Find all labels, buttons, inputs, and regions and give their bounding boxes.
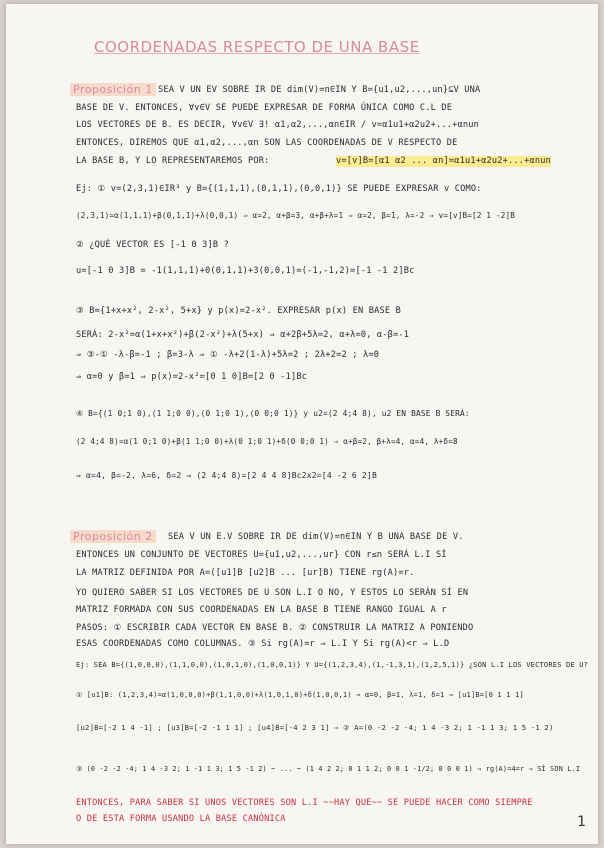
- conclusion-line-1: ENTONCES, PARA SABER SI UNOS VECTORES SON L.I ~~HAY QUE~~ SE PUEDE HACER COMO SIEMPRE: [76, 798, 533, 808]
- prop2-line-5: MATRIZ FORMADA CON SUS COORDENADAS EN LA BASE B TIENE RANGO IGUAL A r: [76, 605, 447, 615]
- prop2-line-11: ③ (0 -2 -2 -4; 1 4 -3 2; 1 -1 1 3; 1 5 -1 2) ~ ... ~ (1 4 2 2; 0 1 1 2; 0 0 1 -1/2; 0 0 0 1) ⇒ rg(A)=4=r ⇒ SÍ SON L.I: [76, 765, 581, 773]
- prop2-line-10: [u2]B=[-2 1 4 -1] ; [u3]B=[-2 -1 1 1] ; [u4]B=[-4 2 3 1] ⇒ ② A=(0 -2 -2 -4; 1 4 -3 2; 1 -1 1 3; 1 5 -1 2): [76, 723, 554, 732]
- page-number: 1: [577, 814, 586, 830]
- prop2-line-4: YO QUIERO SABER SI LOS VECTORES DE U SON L.I O NO, Y ESTOS LO SERÁN SÍ EN: [76, 588, 469, 598]
- prop1-line-1: SEA V UN EV SOBRE IR DE dim(V)=n∈IN Y B={u1,u2,...,un}⊆V UNA: [158, 85, 481, 95]
- prop2-line-2: ENTONCES UN CONJUNTO DE VECTORES U={u1,u2,...,ur} CON r≤n SERÁ L.I SÍ: [76, 550, 447, 560]
- prop1-line-4: ENTONCES, DIREMOS QUE α1,α2,...,αn SON LAS COORDENADAS DE V RESPECTO DE: [76, 138, 458, 148]
- proposition-2-label: Proposición 2: [70, 530, 156, 543]
- example-line-6: SERÁ: 2-x²=α(1+x+x²)+β(2-x²)+λ(5+x) ⇒ α+2β+5λ=2, α+λ=0, α-β=-1: [76, 330, 410, 340]
- prop2-line-7: ESAS COORDENADAS COMO COLUMNAS. ③ Si rg(A)=r ⇒ L.I Y Si rg(A)<r ⇒ L.D: [76, 639, 450, 649]
- prop1-line-5: LA BASE B, Y LO REPRESENTAREMOS POR:: [76, 156, 270, 166]
- prop2-line-9: ① [u1]B: (1,2,3,4)=α(1,0,0,0)+β(1,1,0,0)+λ(1,0,1,0)+δ(1,0,0,1) ⇒ α=0, β=1, λ=1, δ=1 ⇒ [u1]B=[0 1 1 1]: [76, 691, 524, 699]
- coordinates-formula: v=[v]B=[α1 α2 ... αn]=α1u1+α2u2+...+αnun: [336, 156, 551, 166]
- example-line-11: ⇒ α=4, β=-2, λ=6, δ=2 ⇒ (2 4;4 8)=[2 4 4 8]Bc2x2=[4 -2 6 2]B: [76, 471, 377, 480]
- example-line-2: (2,3,1)=α(1,1,1)+β(0,1,1)+λ(0,0,1) ⇒ α=2, α+β=3, α+β+λ=1 ⇒ α=2, β=1, λ=-2 ⇒ v=[v]B=[2 1 -2]B: [76, 211, 516, 220]
- example-line-4: u=[-1 0 3]B = -1(1,1,1)+0(0,1,1)+3(0,0,1)=(-1,-1,2)=[-1 -1 2]Bc: [76, 266, 415, 276]
- conclusion-line-2: O DE ESTA FORMA USANDO LA BASE CANÓNICA: [76, 814, 286, 824]
- prop2-line-1: SEA V UN E.V SOBRE IR DE dim(V)=n∈IN Y B UNA BASE DE V.: [168, 532, 464, 542]
- example-line-5: ③ B={1+x+x², 2-x², 5+x} y p(x)=2-x². EXPRESAR p(x) EN BASE B: [76, 306, 401, 316]
- example-line-9: ④ B={(1 0;1 0),(1 1;0 0),(0 1;0 1),(0 0;0 1)} y u2=(2 4;4 8), u2 EN BASE B SERÁ:: [76, 409, 470, 418]
- proposition-1-label: Proposición 1: [70, 83, 156, 96]
- prop2-line-8: Ej: SEA B={(1,0,0,0),(1,1,0,0),(1,0,1,0),(1,0,0,1)} Y U={(1,2,3,4),(1,-1,3,1),(1,2,5,1)} ¿SON L.I LOS VECTORES DE U?: [76, 661, 589, 669]
- prop1-line-2: BASE DE V. ENTONCES, ∀v∈V SE PUEDE EXPRESAR DE FORMA ÚNICA COMO C.L DE: [76, 103, 453, 113]
- example-line-8: ⇒ α=0 y β=1 ⇒ p(x)=2-x²=[0 1 0]B=[2 0 -1]Bc: [76, 372, 308, 382]
- prop1-line-3: LOS VECTORES DE B. ES DECIR, ∀v∈V ∃! α1,α2,...,αn∈IR / v=α1u1+α2u2+...+αnun: [76, 120, 480, 130]
- example-line-3: ② ¿QUÉ VECTOR ES [-1 0 3]B ?: [76, 240, 229, 250]
- prop2-line-3: LA MATRIZ DEFINIDA POR A=([u1]B [u2]B ... [ur]B) TIENE rg(A)=r.: [76, 568, 415, 578]
- notebook-page: [6, 4, 598, 844]
- example-line-1: Ej: ① v=(2,3,1)∈IR³ y B={(1,1,1),(0,1,1),(0,0,1)} SE PUEDE EXPRESAR v COMO:: [76, 184, 482, 194]
- prop2-line-6: PASOS: ① ESCRIBIR CADA VECTOR EN BASE B. ② CONSTRUIR LA MATRIZ A PONIENDO: [76, 623, 474, 633]
- example-line-7: ⇒ ③-① -λ-β=-1 ; β=3-λ ⇒ ① -λ+2(1-λ)+5λ=2 ; 2λ+2=2 ; λ=0: [76, 350, 380, 360]
- example-line-10: (2 4;4 8)=α(1 0;1 0)+β(1 1;0 0)+λ(0 1;0 1)+δ(0 0;0 1) ⇒ α+β=2, β+λ=4, α=4, λ+δ=8: [76, 437, 458, 446]
- page-title: COORDENADAS RESPECTO DE UNA BASE: [94, 38, 420, 56]
